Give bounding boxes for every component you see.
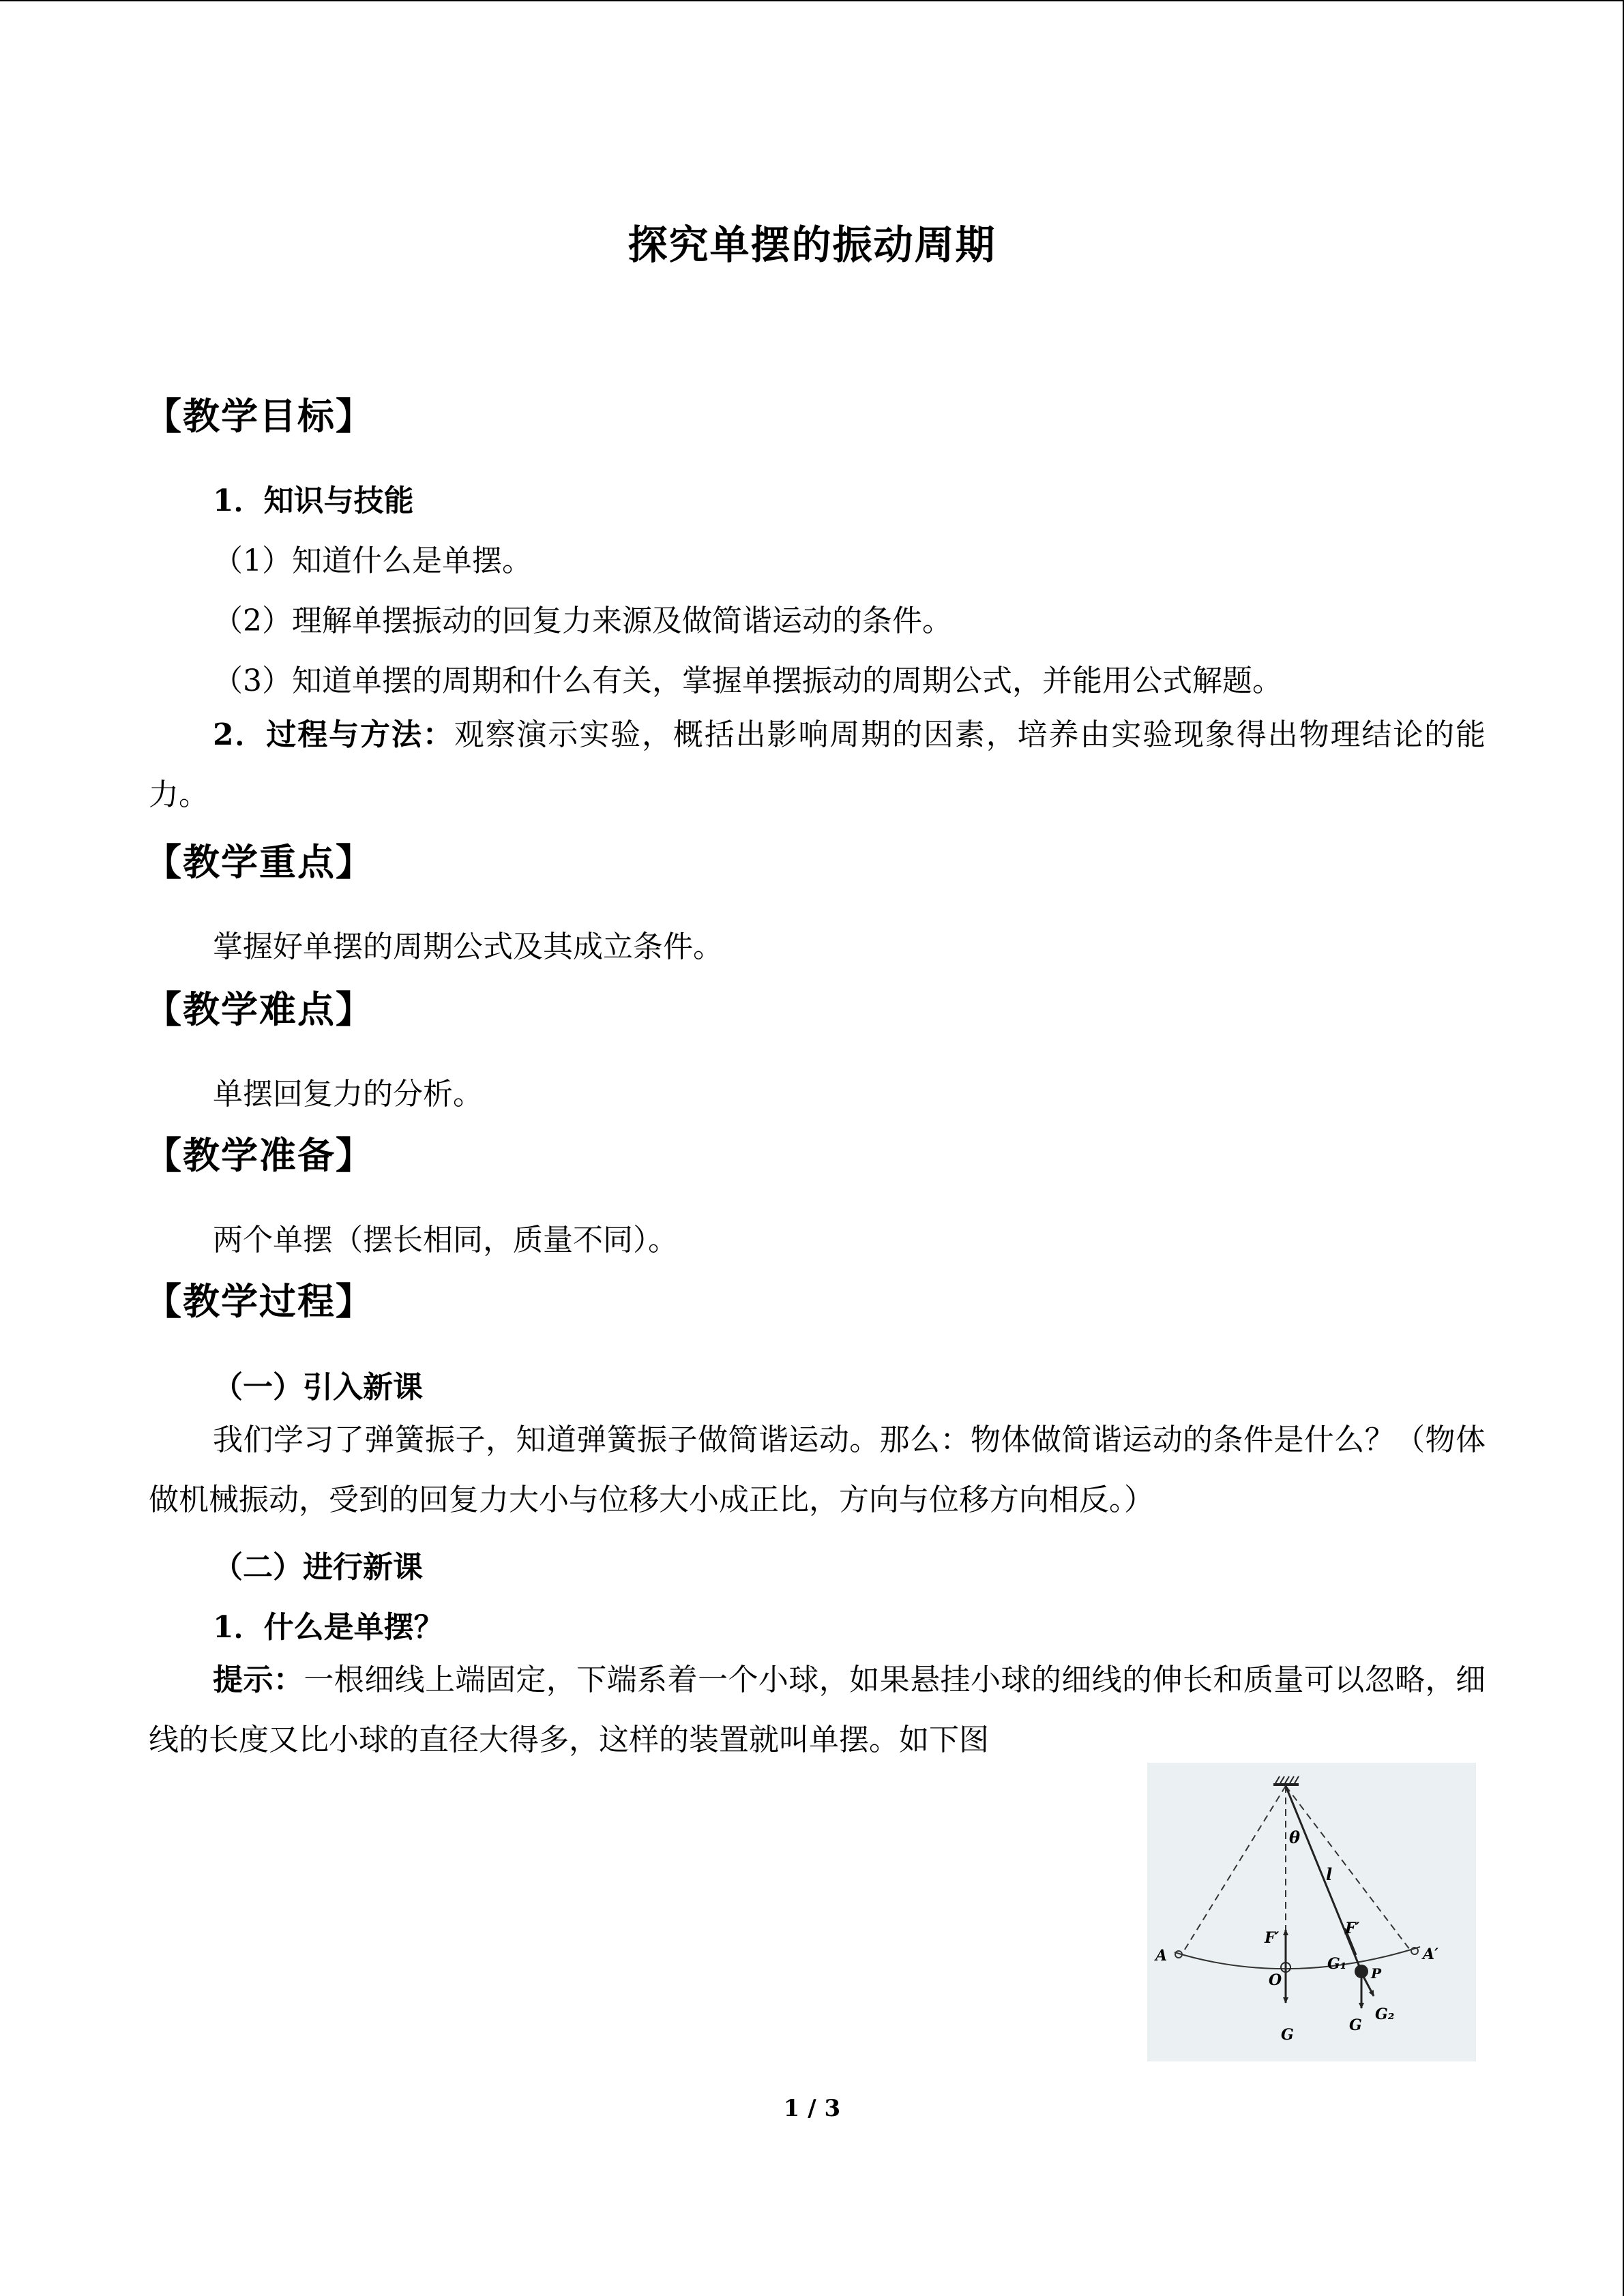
label-theta: θ <box>1289 1828 1301 1847</box>
goals-item-3: （3）知道单摆的周期和什么有关，掌握单摆振动的周期公式，并能用公式解题。 <box>213 664 1282 698</box>
label-P: P <box>1371 1965 1382 1982</box>
key-text: 掌握好单摆的周期公式及其成立条件。 <box>213 929 723 964</box>
difficult-text: 单摆回复力的分析。 <box>213 1077 483 1112</box>
part1-text: 我们学习了弹簧振子，知道弹簧振子做简谐运动。那么：物体做简谐运动的条件是什么？（物体做机械振动，受到的回复力大小与位移大小成正比，方向与位移方向相反。） <box>149 1422 1486 1517</box>
prep-text: 两个单摆（摆长相同，质量不同）。 <box>213 1223 678 1257</box>
prep-heading: 【教学准备】 <box>145 1133 374 1177</box>
label-G1: G₁ <box>1327 1955 1347 1973</box>
label-G: G <box>1349 2016 1362 2034</box>
string <box>1286 1786 1361 1971</box>
label-f-string: F′ <box>1345 1920 1360 1937</box>
label-G-center: G <box>1281 2026 1294 2044</box>
top-border <box>0 0 1624 1</box>
question-1: 1．什么是单摆？ <box>213 1610 444 1645</box>
label-O: O <box>1269 1971 1282 1989</box>
goals-heading: 【教学目标】 <box>145 394 374 438</box>
goals-sub1: 1．知识与技能 <box>213 483 414 518</box>
goals-sub2-text: 观察演示实验，概括出影响周期的因素，培养由实验现象得出物理结论的能力。 <box>149 717 1486 812</box>
part1-title: （一）引入新课 <box>213 1370 423 1405</box>
label-l: l <box>1326 1864 1333 1884</box>
key-heading: 【教学重点】 <box>145 840 374 884</box>
page-number: 1 / 3 <box>783 2095 841 2122</box>
goals-item-1: （1）知道什么是单摆。 <box>213 543 532 578</box>
label-A-prime: A′ <box>1423 1945 1438 1963</box>
hint <box>149 1650 1486 1770</box>
pendulum-diagram <box>1147 1763 1476 2061</box>
swing-arc <box>1175 1947 1420 1969</box>
goals-sub2-label: 2．过程与方法： <box>213 717 454 752</box>
process-heading: 【教学过程】 <box>145 1279 374 1323</box>
label-A: A <box>1155 1947 1168 1965</box>
goals-item-2: （2）理解单摆振动的回复力来源及做简谐运动的条件。 <box>213 603 952 638</box>
goals-sub2 <box>149 705 1486 825</box>
label-G2: G₂ <box>1375 2006 1395 2023</box>
part2-title: （二）进行新课 <box>213 1550 423 1585</box>
hint-label: 提示： <box>213 1663 304 1697</box>
pendulum-ball <box>1355 1965 1368 1978</box>
difficult-heading: 【教学难点】 <box>145 987 374 1031</box>
pendulum-svg <box>1147 1763 1476 2061</box>
page-title: 探究单摆的振动周期 <box>628 222 996 268</box>
ceiling-hatch <box>1275 1776 1299 1783</box>
label-f-center: F′ <box>1265 1929 1280 1947</box>
hint-text: 一根细线上端固定，下端系着一个小球，如果悬挂小球的细线的伸长和质量可以忽略，细线的长度又比小球的直径大得多，这样的装置就叫单摆。如下图 <box>149 1663 1486 1757</box>
